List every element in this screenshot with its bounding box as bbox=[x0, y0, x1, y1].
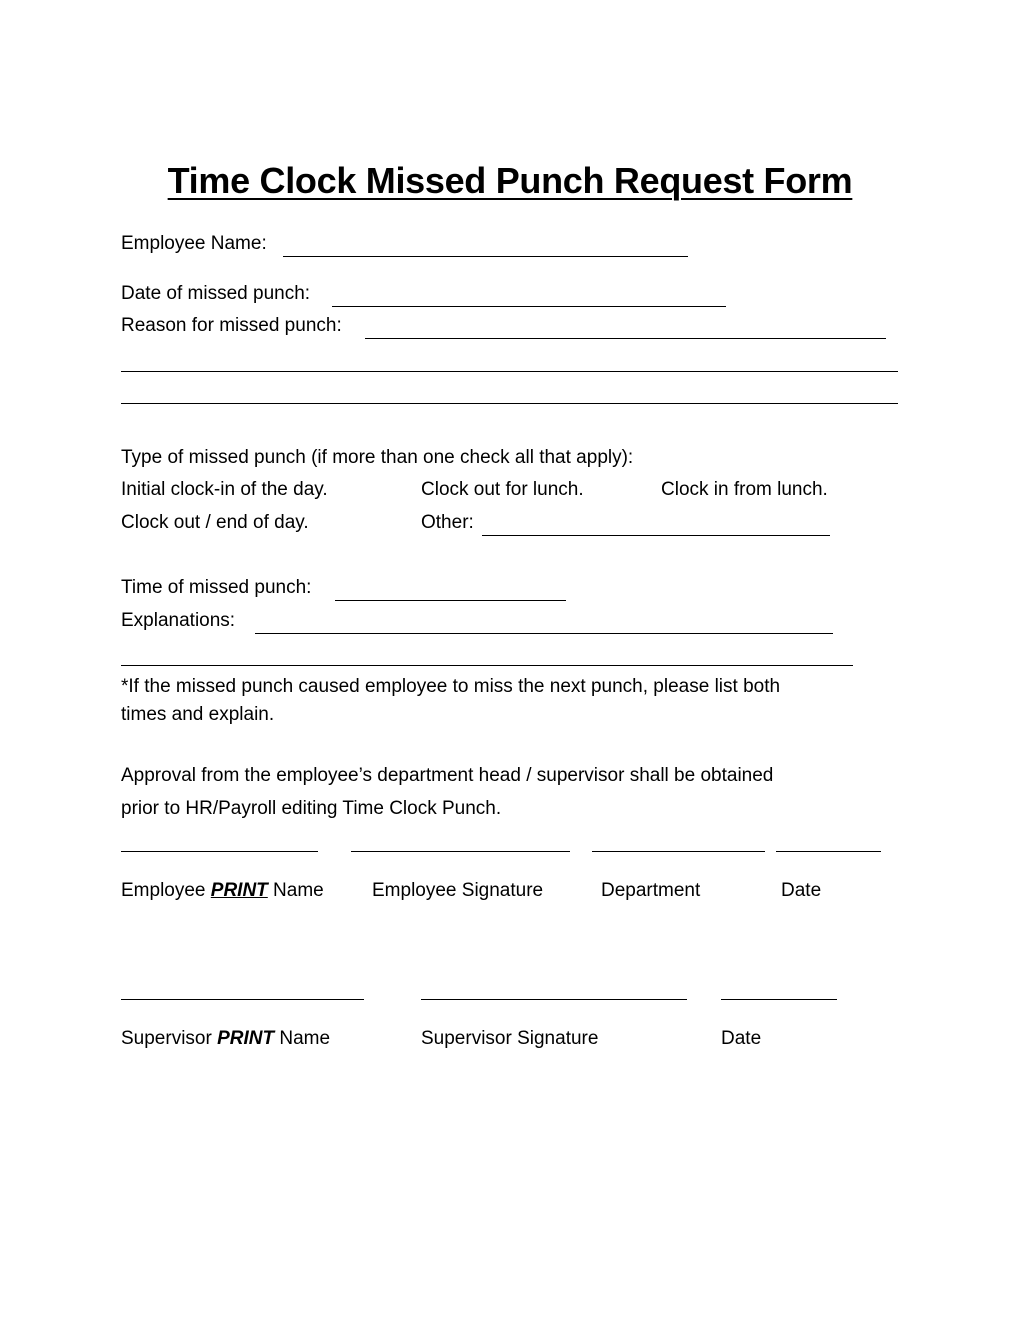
employee-date-field[interactable] bbox=[776, 851, 881, 852]
employee-print-name-field[interactable] bbox=[121, 851, 318, 852]
explanations-label: Explanations: bbox=[121, 610, 236, 631]
approval-line-2: prior to HR/Payroll editing Time Clock Punch. bbox=[121, 798, 502, 819]
approval-line-1: Approval from the employee’s department head / supervisor shall be obtained bbox=[121, 765, 774, 786]
reason-label: Reason for missed punch: bbox=[121, 315, 342, 336]
punch-type-heading: Type of missed punch (if more than one check all that apply): bbox=[121, 447, 634, 468]
option-clock-out-end[interactable]: Clock out / end of day. bbox=[121, 512, 309, 533]
other-field[interactable] bbox=[482, 535, 830, 536]
explanations-field[interactable] bbox=[255, 633, 833, 634]
option-initial-clock-in[interactable]: Initial clock-in of the day. bbox=[121, 479, 328, 500]
supervisor-date-field[interactable] bbox=[721, 999, 837, 1000]
supervisor-print-name-field[interactable] bbox=[121, 999, 364, 1000]
note-line-1: *If the missed punch caused employee to miss the next punch, please list both bbox=[121, 676, 781, 697]
department-label: Department bbox=[601, 880, 701, 901]
time-missed-label: Time of missed punch: bbox=[121, 577, 312, 598]
supervisor-signature-label: Supervisor Signature bbox=[421, 1028, 599, 1049]
form-title: Time Clock Missed Punch Request Form bbox=[167, 160, 853, 201]
employee-name-label: Employee Name: bbox=[121, 233, 267, 254]
time-missed-field[interactable] bbox=[335, 600, 566, 601]
explanations-field-line-2[interactable] bbox=[121, 665, 853, 666]
employee-print-name-label: Employee PRINT Name bbox=[121, 880, 324, 901]
reason-field-line-3[interactable] bbox=[121, 403, 898, 404]
employee-date-label: Date bbox=[781, 880, 822, 901]
supervisor-date-label: Date bbox=[721, 1028, 762, 1049]
employee-signature-label: Employee Signature bbox=[372, 880, 544, 901]
supervisor-print-name-label: Supervisor PRINT Name bbox=[121, 1028, 331, 1049]
reason-field[interactable] bbox=[365, 338, 886, 339]
supervisor-signature-field[interactable] bbox=[421, 999, 687, 1000]
option-other[interactable]: Other: bbox=[421, 512, 474, 533]
department-field[interactable] bbox=[592, 851, 765, 852]
employee-name-field[interactable] bbox=[283, 256, 688, 257]
option-clock-in-lunch[interactable]: Clock in from lunch. bbox=[661, 479, 828, 500]
employee-signature-field[interactable] bbox=[351, 851, 570, 852]
date-missed-field[interactable] bbox=[332, 306, 726, 307]
note-line-2: times and explain. bbox=[121, 704, 275, 725]
date-missed-label: Date of missed punch: bbox=[121, 283, 311, 304]
option-clock-out-lunch[interactable]: Clock out for lunch. bbox=[421, 479, 584, 500]
reason-field-line-2[interactable] bbox=[121, 371, 898, 372]
